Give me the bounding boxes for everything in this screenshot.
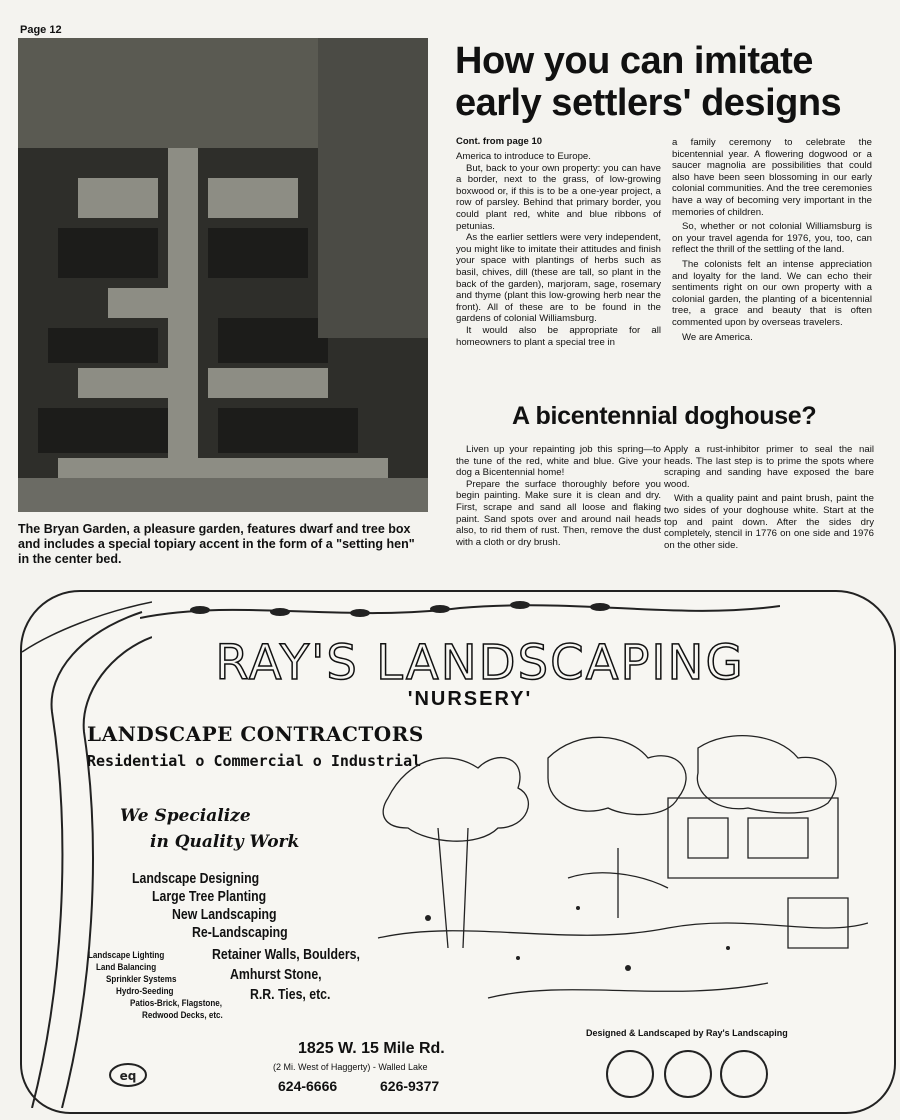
paragraph: So, whether or not colonial Williamsburg is on your travel agenda for 1976, you, too, can reflect the thrill of the settling of the land.	[672, 221, 872, 256]
ad-address-note: (2 Mi. West of Haggerty) - Walled Lake	[273, 1062, 428, 1072]
leaf-garland-illustration	[140, 598, 780, 626]
specialize-line-2: in Quality Work	[150, 832, 300, 852]
service-item: Re-Landscaping	[192, 924, 288, 941]
phone-number: 626-9377	[380, 1078, 440, 1094]
association-seal-icon	[720, 1050, 768, 1098]
small-service-item: Patios-Brick, Flagstone,	[130, 998, 222, 1009]
garden-photo	[18, 38, 428, 512]
ad-address: 1825 W. 15 Mile Rd.	[298, 1040, 445, 1057]
small-service-item: Hydro-Seeding	[116, 986, 174, 997]
paragraph: America to introduce to Europe.	[456, 151, 591, 162]
article-column-2	[672, 137, 872, 346]
eq-logo-icon	[108, 1062, 148, 1093]
type-industrial: Industrial	[330, 752, 422, 770]
continued-note: Cont. from page 10	[456, 136, 543, 147]
tree-trunk-illustration	[22, 592, 152, 1108]
paragraph: a family ceremony to celebrate the bicentennial year. A flowering dogwood or a saucer magnolia are possibilities that could also have been seen blossoming in our early colonial communities. And the tree ceremonies have a way of becoming very important in the memories of children.	[672, 137, 872, 218]
page-number: Page 12	[20, 24, 62, 36]
doghouse-headline: A bicentennial doghouse?	[512, 402, 817, 430]
paragraph: Prepare the surface thoroughly before you begin painting. Make sure it is clean and dry. First, scrape and sand all loose and flaking paint. Sand spots over and around nail heads also, to rid them of rust. Then, remove the dust with a cloth or dry brush.	[456, 478, 661, 548]
landscape-illustration	[368, 718, 868, 1018]
service-item: Landscape Designing	[132, 870, 260, 887]
material-item: Retainer Walls, Boulders,	[212, 946, 360, 963]
brand-name: RAY'S LANDSCAPING	[215, 635, 745, 691]
type-commercial: Commercial	[213, 752, 304, 770]
small-service-item: Redwood Decks, etc.	[142, 1010, 223, 1021]
association-seal-icon	[606, 1050, 654, 1098]
paragraph: As the earlier settlers were very independent, you might like to imitate their attitudes and finish your space with plantings of herbs such as basil, chives, dill (these are tall, so plant in the back of the garden), marjoram, sage, rosemary and thyme (plant this low-growing herb near the front). All of these are to be found in the gardens of colonial Williamsburg.	[456, 232, 661, 325]
service-item: Large Tree Planting	[152, 888, 267, 905]
doghouse-column-2	[664, 444, 874, 554]
paragraph: It would also be appropriate for all homeowners to plant a special tree in	[456, 324, 661, 348]
material-item: Amhurst Stone,	[230, 966, 322, 983]
small-service-item: Land Balancing	[96, 962, 157, 973]
article-headline	[455, 40, 895, 124]
paragraph: Liven up your repainting job this spring—to the tune of the red, white and blue. Give your dog a Bicentennial home!	[456, 444, 661, 479]
material-item: R.R. Ties, etc.	[250, 986, 331, 1003]
small-service-item: Sprinkler Systems	[106, 974, 177, 985]
article-column-1	[456, 151, 661, 348]
association-seal-icon	[664, 1050, 712, 1098]
headline-line-2: early settlers' designs	[455, 82, 842, 124]
paragraph: We are America.	[682, 331, 753, 343]
svg-text:eq: eq	[119, 1069, 137, 1083]
service-types: Residential o Commercial o Industrial	[87, 752, 422, 770]
paragraph: But, back to your own property: you can have a border, next to the grass, of low-growing boxwood or, if this is to be a one-year project, a row of parsley. Behind that primary border, you could plant red, white and blue ribbons of petunias.	[456, 162, 661, 232]
service-item: New Landscaping	[172, 906, 277, 923]
type-residential: Residential	[87, 752, 187, 770]
photo-caption: The Bryan Garden, a pleasure garden, features dwarf and tree box and includes a special topiary accent in the form of a "setting hen" in the center bed.	[18, 522, 415, 566]
headline-line-1: How you can imitate	[455, 40, 813, 82]
small-service-item: Landscape Lighting	[88, 950, 165, 961]
doghouse-column-1	[456, 444, 661, 548]
design-credit: Designed & Landscaped by Ray's Landscaping	[586, 1028, 788, 1038]
specialize-line-1: We Specialize	[120, 806, 251, 826]
phone-number: 624-6666	[278, 1078, 338, 1094]
brand-subtitle: 'NURSERY'	[407, 688, 533, 710]
paragraph: Apply a rust-inhibitor primer to seal the nail heads. The last step is to prime the spots where scraping and sanding have exposed the bare wood.	[664, 444, 874, 490]
contractors-heading: LANDSCAPE CONTRACTORS	[87, 722, 424, 746]
paragraph: With a quality paint and paint brush, paint the two sides of your doghouse white. Start at the top and paint down. After the sides dry completely, stencil in 1776 on one side and 1976 on the other side.	[664, 493, 874, 551]
paragraph: The colonists felt an intense appreciation and loyalty for the land. We can echo their sentiments right on our own property with a colonial garden, the planting of a bicentennial tree, a grace and beauty that is often commented upon by overseas travelers.	[672, 258, 872, 328]
